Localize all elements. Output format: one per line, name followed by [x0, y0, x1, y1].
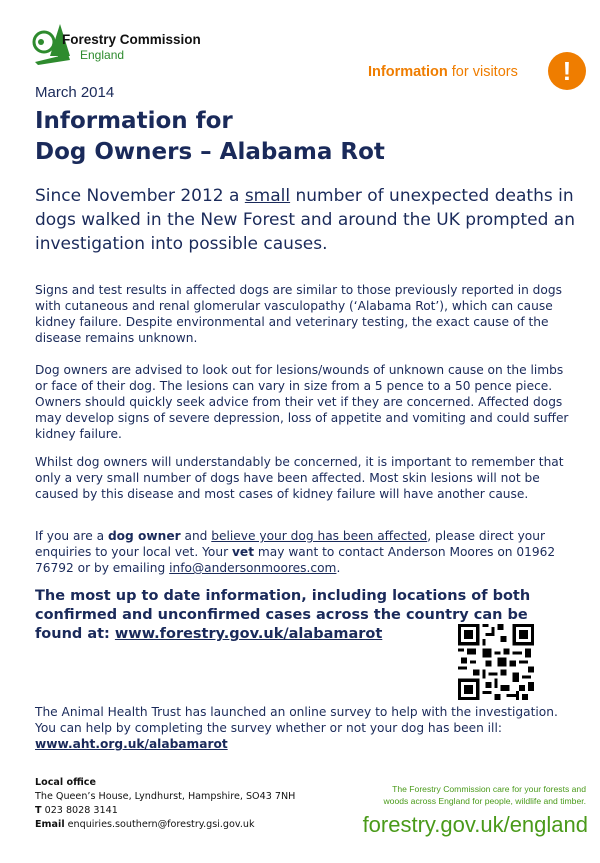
paragraph-survey	[35, 704, 570, 752]
document-date: March 2014	[35, 84, 115, 101]
lead-part-1: Since November 2012 a	[35, 186, 245, 206]
contact-dog-owner: dog owner	[107, 529, 181, 543]
forestry-england-url[interactable]: forestry.gov.uk/england	[362, 812, 588, 837]
exclamation-icon: !	[548, 52, 586, 90]
visitor-info-rest: for visitors	[447, 64, 518, 80]
contact-vet: vet	[231, 545, 255, 559]
forestry-alabamarot-link[interactable]: www.forestry.gov.uk/alabamarot	[114, 626, 383, 642]
visitor-info-label	[368, 64, 518, 80]
org-name: Forestry Commission	[62, 32, 201, 47]
paragraph-signs: Signs and test results in affected dogs are similar to those previously reported in dogs with cutaneous and renal glomerular vasculopathy (‘Alabama Rot’), which can cause kidney failure. Despite environmental and veterinary testing, the exact cause of the disease remains unknown.	[35, 283, 562, 345]
local-office-footer	[35, 776, 295, 832]
tagline-line-1: The Forestry Commission care for your forests and	[392, 784, 586, 794]
survey-text: The Animal Health Trust has launched an online survey to help with the investigation. You can help by completing the survey whether or not your dog has been ill:	[35, 705, 558, 735]
page-title	[35, 106, 385, 168]
paragraph-reassurance: Whilst dog owners will understandably be concerned, it is important to remember that only a very small number of dogs have been affected. Most skin lesions will not be caused by this disease and most cases of kidney failure will have another cause.	[35, 455, 564, 501]
contact-text-c: and	[180, 529, 212, 543]
visitor-info-bold: Information	[368, 64, 448, 80]
office-heading: Local office	[35, 777, 96, 788]
callout-text: The most up to date information, including locations of both confirmed and unconfirmed cases across the country can be found at:	[35, 588, 531, 642]
tel-label: T	[35, 805, 42, 816]
contact-affected-underline: believe your dog has been affected	[211, 529, 428, 543]
contact-text-h: .	[336, 561, 341, 575]
lead-part-2: number of unexpected deaths in dogs walked in the New Forest and around the UK prompted an investigation into possible causes.	[35, 186, 575, 254]
email-label: Email	[35, 819, 65, 830]
lead-paragraph	[35, 184, 580, 256]
qr-code-image	[458, 624, 534, 700]
contact-text-g: may want to contact Anderson Moores on 01962 76792 or by emailing	[35, 545, 556, 575]
tagline-line-2: woods across England for people, wildlife and timber.	[383, 796, 586, 806]
title-line-1: Information for	[35, 108, 233, 134]
paragraph-advice: Dog owners are advised to look out for lesions/wounds of unknown cause on the limbs or face of their dog. The lesions can vary in size from a 5 pence to a 50 pence piece. Owners should quickly seek advice from their vet if they are concerned. Affected dogs may develop signs of severe depression, loss of appetite and vomiting and could suffer kidney failure.	[35, 363, 569, 441]
aht-survey-link[interactable]: www.aht.org.uk/alabamarot	[35, 737, 228, 751]
org-region: England	[80, 48, 125, 62]
tel-value: 023 8028 3141	[41, 805, 118, 816]
lead-underlined: small	[244, 186, 291, 206]
contact-text-a: If you are a	[35, 529, 108, 543]
email-link[interactable]: info@andersonmoores.com	[169, 561, 337, 575]
paragraph-contact	[35, 528, 570, 576]
contact-text-e: , please direct your enquiries to your local vet. Your	[35, 529, 545, 559]
office-address: The Queen’s House, Lyndhurst, Hampshire, SO43 7NH	[35, 791, 296, 802]
title-line-2: Dog Owners – Alabama Rot	[35, 139, 385, 165]
email-value[interactable]: enquiries.southern@forestry.gsi.gov.uk	[64, 819, 255, 830]
footer-tagline	[354, 783, 586, 807]
